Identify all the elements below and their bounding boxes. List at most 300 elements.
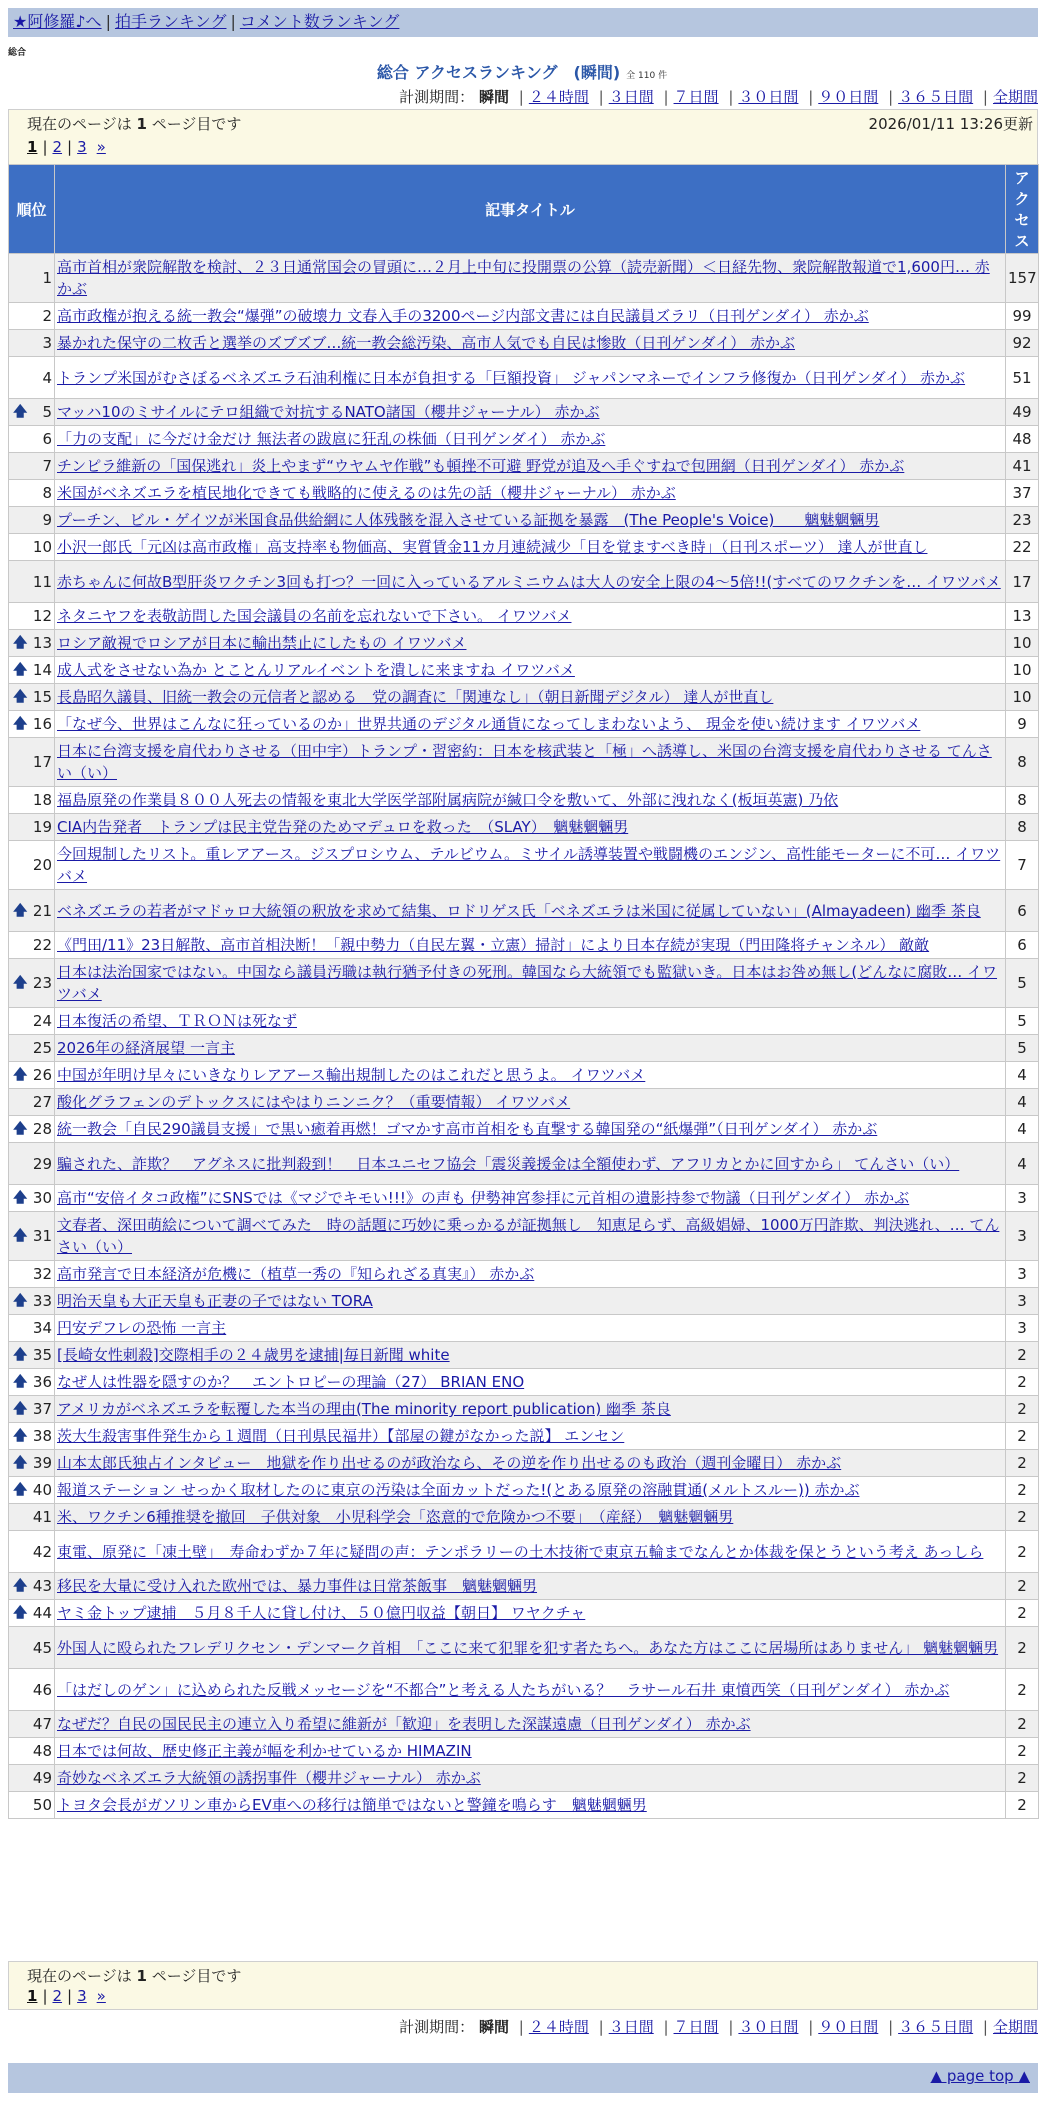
- title-cell: [55, 357, 1006, 399]
- table-row: [9, 453, 1039, 480]
- title-cell: [55, 1062, 1006, 1089]
- table-row: [9, 1531, 1039, 1573]
- access-count: 2: [1006, 1792, 1039, 1819]
- title-cell: [55, 630, 1006, 657]
- article-title-link[interactable]: 赤ちゃんに何故B型肝炎ワクチン3回も打つ？一回に入っているアルミニウムは大人の安全上限の4～5倍!!(すべてのワクチンを… イワツバメ: [57, 572, 1001, 591]
- access-count: 5: [1006, 1008, 1039, 1035]
- period-option-90d[interactable]: ９０日間: [818, 2018, 879, 2036]
- title-cell: [55, 453, 1006, 480]
- article-title-link[interactable]: 「はだしのゲン」に込められた反戦メッセージを“不都合”と考える人たちがいる？ ラサール石井 東憤西笑（日刊ゲンダイ） 赤かぶ: [57, 1680, 950, 1699]
- rank-cell: [9, 1792, 55, 1819]
- table-row: [9, 330, 1039, 357]
- article-title-link[interactable]: トヨタ会長がガソリン車からEV車への移行は簡単ではないと警鐘を鳴らす 魑魅魍魎男: [57, 1796, 647, 1814]
- article-title-link[interactable]: 外国人に殴られたフレデリクセン・デンマーク首相 「ここに来て犯罪を犯す者たちへ。あなた方はここに居場所はありません」 魑魅魍魎男: [57, 1638, 999, 1657]
- table-row: [9, 303, 1039, 330]
- article-title-link[interactable]: 日本は法治国家ではない。中国なら議員汚職は執行猶予付きの死刑。韓国なら大統領でも監獄いき。日本はお咎め無し(どんなに腐敗… イワツバメ: [57, 963, 998, 1003]
- rank-cell: [9, 1369, 55, 1396]
- rank-number: 1: [42, 269, 52, 287]
- table-row: [9, 357, 1039, 399]
- title-cell: [55, 959, 1006, 1008]
- pager-page-2[interactable]: 2: [52, 1987, 63, 2005]
- rank-cell: [9, 630, 55, 657]
- rank-cell: [9, 1504, 55, 1531]
- rank-cell: [9, 1143, 55, 1185]
- title-cell: [55, 1573, 1006, 1600]
- period-option-90d[interactable]: ９０日間: [818, 88, 879, 106]
- title-cell: [55, 1600, 1006, 1627]
- period-option-30d[interactable]: ３０日間: [738, 88, 799, 106]
- rank-number: 39: [32, 1454, 52, 1472]
- rank-cell: [9, 841, 55, 890]
- rank-cell: [9, 254, 55, 303]
- rank-cell: [9, 657, 55, 684]
- period-label: 計測期間：: [399, 88, 475, 106]
- table-row: [9, 1315, 1039, 1342]
- pager-next[interactable]: »: [96, 138, 106, 156]
- article-title-link[interactable]: 暴かれた保守の二枚舌と選挙のズブズブ…統一教会総汚染、高市人気でも自民は惨敗（日刊ゲンダイ） 赤かぶ: [57, 334, 795, 352]
- rank-cell: [9, 932, 55, 959]
- article-title-link[interactable]: 長島昭久議員、旧統一教会の元信者と認める 党の調査に「関連なし」（朝日新聞デジタル） 達人が世直し: [57, 688, 774, 706]
- rank-number: 43: [32, 1577, 52, 1595]
- rank-up-arrow-icon: 🡅: [13, 1228, 28, 1244]
- access-count: 3: [1006, 1185, 1039, 1212]
- title-cell: [55, 1738, 1006, 1765]
- access-count: 2: [1006, 1711, 1039, 1738]
- access-count: 3: [1006, 1261, 1039, 1288]
- article-title-link[interactable]: 成人式をさせない為か とことんリアルイベントを潰しに来ますね イワツバメ: [57, 661, 575, 679]
- article-title-link[interactable]: プーチン、ビル・ゲイツが米国食品供給網に人体残骸を混入させている証拠を暴露 (The People's Voice) 魑魅魍魎男: [57, 511, 880, 529]
- title-cell: [55, 1342, 1006, 1369]
- rank-number: 19: [32, 818, 52, 836]
- article-title-link[interactable]: マッハ10のミサイルにテロ組織で対抗するNATO諸国（櫻井ジャーナル） 赤かぶ: [57, 403, 600, 421]
- rank-cell: [9, 453, 55, 480]
- article-title-link[interactable]: 中国が年明け早々にいきなりレアアース輸出規制したのはこれだと思うよ。 イワツバメ: [57, 1066, 646, 1084]
- period-option-all[interactable]: 全期間: [992, 88, 1038, 106]
- nav-link-asyura[interactable]: ★阿修羅♪へ: [13, 12, 102, 31]
- article-title-link[interactable]: ロシア敵視でロシアが日本に輸出禁止にしたもの イワツバメ: [57, 634, 467, 652]
- access-count: 8: [1006, 787, 1039, 814]
- title-cell: [55, 1369, 1006, 1396]
- rank-up-arrow-icon: 🡅: [13, 689, 28, 705]
- access-count: 2: [1006, 1450, 1039, 1477]
- rank-number: 44: [32, 1604, 52, 1622]
- rank-number: 13: [32, 634, 52, 652]
- article-title-link[interactable]: 日本では何故、歴史修正主義が幅を利かせているか HIMAZIN: [57, 1742, 472, 1760]
- title-cell: [55, 841, 1006, 890]
- article-title-link[interactable]: 高市発言で日本経済が危機に（植草一秀の『知られざる真実』） 赤かぶ: [57, 1265, 535, 1283]
- rank-up-arrow-icon: 🡅: [13, 1067, 28, 1083]
- rank-cell: [9, 1185, 55, 1212]
- ranking-table: [8, 164, 1039, 1819]
- rank-cell: [9, 1396, 55, 1423]
- period-current: 瞬間: [478, 2018, 509, 2036]
- title-cell: [55, 480, 1006, 507]
- ranking-table-body: [9, 254, 1039, 1819]
- rank-number: 35: [32, 1346, 52, 1364]
- access-count: 8: [1006, 738, 1039, 787]
- rank-cell: [9, 711, 55, 738]
- pager-top: 1 | 2 | 3 »: [27, 138, 106, 156]
- article-title-link[interactable]: 報道ステーション せっかく取材したのに東京の汚染は全面カットだった!(とある原発の溶融貫通(メルトスルー)) 赤かぶ: [57, 1481, 860, 1499]
- pager-next[interactable]: »: [96, 1987, 106, 2005]
- rank-number: 26: [32, 1066, 52, 1084]
- article-title-link[interactable]: 日本復活の希望、ＴＲＯＮは死なず: [57, 1012, 298, 1030]
- pager-page-3[interactable]: 3: [77, 1987, 87, 2005]
- table-row: [9, 480, 1039, 507]
- title-cell: [55, 254, 1006, 303]
- rank-number: 11: [32, 572, 52, 591]
- title-cell: [55, 561, 1006, 603]
- period-option-3d[interactable]: ３日間: [608, 2018, 654, 2036]
- rank-up-arrow-icon: 🡅: [13, 1578, 28, 1594]
- article-title-link[interactable]: アメリカがベネズエラを転覆した本当の理由(The minority report publication) 幽季 茶良: [57, 1400, 671, 1418]
- table-row: [9, 1477, 1039, 1504]
- period-selector-top: 計測期間： 瞬間 | ２４時間 | ３日間 | ７日間 | ３０日間 | ９０日間 | ３６５日間 | 全期間: [399, 88, 1038, 106]
- rank-cell: [9, 1315, 55, 1342]
- access-count: 4: [1006, 1116, 1039, 1143]
- period-option-24h[interactable]: ２４時間: [528, 2018, 589, 2036]
- rank-number: 21: [32, 901, 52, 920]
- access-count: 6: [1006, 932, 1039, 959]
- rank-cell: [9, 890, 55, 932]
- article-title-link[interactable]: 移民を大量に受け入れた欧州では、暴力事件は日常茶飯事 魑魅魍魎男: [57, 1577, 538, 1595]
- article-title-link[interactable]: [長崎女性刺殺]交際相手の２４歳男を逮捕|毎日新聞 white: [57, 1346, 450, 1364]
- table-row: [9, 399, 1039, 426]
- access-count: 2: [1006, 1573, 1039, 1600]
- nav-separator: |: [230, 12, 236, 31]
- period-option-365d[interactable]: ３６５日間: [898, 88, 974, 106]
- rank-up-arrow-icon: 🡅: [13, 1455, 28, 1471]
- article-title-link[interactable]: CIA内告発者 トランプは民主党告発のためマデュロを救った （SLAY） 魑魅魍魎男: [57, 818, 629, 836]
- article-title-link[interactable]: 文春者、深田萌絵について調べてみた 時の話題に巧妙に乗っかるが証拠無し 知恵足らず、高級娼婦、1000万円詐欺、判決逃れ、… てんさい（い）: [57, 1216, 1000, 1256]
- article-title-link[interactable]: 円安デフレの恐怖 一言主: [57, 1319, 227, 1337]
- table-row: [9, 1711, 1039, 1738]
- table-row: [9, 561, 1039, 603]
- table-row: [9, 254, 1039, 303]
- page-title-text: 総合 アクセスランキング (瞬間): [376, 63, 621, 82]
- table-row: [9, 1627, 1039, 1669]
- table-row: [9, 1792, 1039, 1819]
- title-cell: [55, 1711, 1006, 1738]
- table-row: [9, 1573, 1039, 1600]
- rank-number: 28: [32, 1120, 52, 1138]
- rank-number: 2: [42, 307, 52, 325]
- article-title-link[interactable]: 今回規制したリスト。重レアアース。ジスプロシウム、テルビウム。ミサイル誘導装置や戦闘機のエンジン、高性能モーターに不可… イワツバメ: [57, 845, 1001, 885]
- column-header-access: アクセス: [1006, 165, 1039, 254]
- rank-number: 15: [32, 688, 52, 706]
- access-count: 7: [1006, 841, 1039, 890]
- rank-number: 37: [32, 1400, 52, 1418]
- rank-cell: [9, 787, 55, 814]
- article-title-link[interactable]: なぜだ？自民の国民民主の連立入り希望に維新が「歓迎」を表明した深謀遠慮（日刊ゲンダイ） 赤かぶ: [57, 1715, 751, 1733]
- access-count: 2: [1006, 1369, 1039, 1396]
- table-row: [9, 684, 1039, 711]
- article-title-link[interactable]: 統一教会「自民290議員支援」で黒い癒着再燃！ゴマかす高市首相をも直撃する韓国発の“紙爆弾”（日刊ゲンダイ） 赤かぶ: [57, 1120, 878, 1138]
- access-count: 13: [1006, 603, 1039, 630]
- title-cell: [55, 1765, 1006, 1792]
- rank-cell: [9, 1212, 55, 1261]
- access-count: 9: [1006, 711, 1039, 738]
- title-cell: [55, 1396, 1006, 1423]
- nav-link-applause-ranking[interactable]: 拍手ランキング: [114, 12, 227, 31]
- article-title-link[interactable]: トランプ米国がむさぼるベネズエラ石油利権に日本が負担する「巨額投資」 ジャパンマネーでインフラ修復か（日刊ゲンダイ） 赤かぶ: [57, 368, 966, 387]
- rank-cell: [9, 330, 55, 357]
- rank-number: 29: [32, 1154, 52, 1173]
- rank-number: 17: [32, 753, 52, 771]
- table-row: [9, 738, 1039, 787]
- title-cell: [55, 534, 1006, 561]
- title-cell: [55, 1185, 1006, 1212]
- period-option-24h[interactable]: ２４時間: [528, 88, 589, 106]
- category-label: 総合: [8, 48, 27, 58]
- nav-separator: |: [105, 12, 111, 31]
- rank-number: 7: [42, 457, 52, 475]
- pager-current: 1: [27, 138, 38, 156]
- access-count: 17: [1006, 561, 1039, 603]
- title-cell: [55, 1089, 1006, 1116]
- access-count: 3: [1006, 1288, 1039, 1315]
- access-count: 6: [1006, 890, 1039, 932]
- rank-up-arrow-icon: 🡅: [13, 716, 28, 732]
- article-title-link[interactable]: ネタニヤフを表敬訪問した国会議員の名前を忘れないで下さい。 イワツバメ: [57, 607, 572, 625]
- access-count: 2: [1006, 1765, 1039, 1792]
- title-cell: [55, 1035, 1006, 1062]
- article-title-link[interactable]: 山本太郎氏独占インタビュー 地獄を作り出せるのが政治なら、その逆を作り出せるのも政治（週刊金曜日） 赤かぶ: [57, 1454, 842, 1472]
- access-count: 51: [1006, 357, 1039, 399]
- period-current: 瞬間: [478, 88, 509, 106]
- article-title-link[interactable]: 日本に台湾支援を肩代わりさせる（田中宇）トランプ・習密約：日本を核武装と「極」へ誘導し、米国の台湾支援を肩代わりさせる てんさい（い）: [57, 742, 992, 782]
- table-row: [9, 1396, 1039, 1423]
- page-info: 現在のページは 1 ページ目です: [27, 1967, 242, 1985]
- table-row: [9, 711, 1039, 738]
- access-count: 2: [1006, 1531, 1039, 1573]
- access-count: 2: [1006, 1396, 1039, 1423]
- table-row: [9, 1212, 1039, 1261]
- table-row: [9, 534, 1039, 561]
- title-cell: [55, 1504, 1006, 1531]
- rank-cell: [9, 1342, 55, 1369]
- pager-page-2[interactable]: 2: [52, 138, 63, 156]
- rank-cell: [9, 1573, 55, 1600]
- article-title-link[interactable]: 《門田/11》23日解散、高市首相決断！「親中勢力（自民左翼・立憲）掃討」により日本存続が実現（門田隆将チャンネル） 敵敵: [57, 936, 930, 954]
- period-option-3d[interactable]: ３日間: [608, 88, 654, 106]
- rank-up-arrow-icon: 🡅: [13, 1121, 28, 1137]
- article-title-link[interactable]: 茨大生殺害事件発生から１週間（日刊県民福井）【部屋の鍵がなかった説】 エンセン: [57, 1427, 625, 1445]
- title-cell: [55, 426, 1006, 453]
- rank-number: 31: [32, 1227, 52, 1245]
- article-title-link[interactable]: 騙された、詐欺？ アグネスに批判殺到！ 日本ユニセフ協会「震災義援金は全額使わず、アフリカとかに回すから」 てんさい（い）: [57, 1154, 960, 1173]
- column-header-rank: 順位: [9, 165, 55, 254]
- updated-timestamp: 2026/01/11 13:26更新: [868, 115, 1033, 133]
- access-count: 4: [1006, 1062, 1039, 1089]
- period-option-7d[interactable]: ７日間: [673, 88, 719, 106]
- table-row: [9, 630, 1039, 657]
- title-cell: [55, 657, 1006, 684]
- rank-cell: [9, 1711, 55, 1738]
- access-count: 3: [1006, 1315, 1039, 1342]
- rank-up-arrow-icon: 🡅: [13, 975, 28, 991]
- title-cell: [55, 1288, 1006, 1315]
- rank-cell: [9, 1423, 55, 1450]
- page-info-panel-top: [8, 109, 1038, 165]
- rank-cell: [9, 357, 55, 399]
- article-title-link[interactable]: 高市“安倍イタコ政権”にSNSでは《マジでキモい!!!》の声も 伊勢神宮参拝に元首相の遺影持参で物議（日刊ゲンダイ） 赤かぶ: [57, 1189, 910, 1207]
- article-title-link[interactable]: 高市首相が衆院解散を検討、２３日通常国会の冒頭に…２月上中旬に投開票の公算（読売新聞）＜日経先物、衆院解散報道で1,600円… 赤かぶ: [57, 258, 990, 298]
- access-count: 5: [1006, 1035, 1039, 1062]
- rank-up-arrow-icon: 🡅: [13, 404, 28, 420]
- access-count: 2: [1006, 1738, 1039, 1765]
- table-row: [9, 1423, 1039, 1450]
- table-row: [9, 426, 1039, 453]
- table-row: [9, 1008, 1039, 1035]
- page-title: [0, 60, 1044, 83]
- table-row: [9, 603, 1039, 630]
- title-cell: [55, 1669, 1006, 1711]
- access-count: 3: [1006, 1212, 1039, 1261]
- title-cell: [55, 1792, 1006, 1819]
- period-option-365d[interactable]: ３６５日間: [898, 2018, 974, 2036]
- article-title-link[interactable]: なぜ人は性器を隠すのか？ エントロピーの理論（27） BRIAN ENO: [57, 1373, 525, 1391]
- nav-link-comment-ranking[interactable]: コメント数ランキング: [239, 12, 400, 31]
- table-row: [9, 814, 1039, 841]
- article-title-link[interactable]: 奇妙なベネズエラ大統領の誘拐事件（櫻井ジャーナル） 赤かぶ: [57, 1769, 481, 1787]
- access-count: 2: [1006, 1669, 1039, 1711]
- title-cell: [55, 1008, 1006, 1035]
- rank-cell: [9, 303, 55, 330]
- article-title-link[interactable]: 小沢一郎氏「元凶は高市政権」高支持率も物価高、実質賃金11カ月連続減少「目を覚ますべき時」（日刊スポーツ） 達人が世直し: [57, 538, 928, 556]
- title-cell: [55, 1261, 1006, 1288]
- article-title-link[interactable]: 明治天皇も大正天皇も正妻の子ではない TORA: [57, 1292, 373, 1310]
- title-cell: [55, 399, 1006, 426]
- article-title-link[interactable]: 酸化グラフェンのデトックスにはやはりニンニク？（重要情報） イワツバメ: [57, 1093, 571, 1111]
- title-cell: [55, 890, 1006, 932]
- table-row: [9, 1143, 1039, 1185]
- title-cell: [55, 1315, 1006, 1342]
- rank-number: 24: [32, 1012, 52, 1030]
- article-title-link[interactable]: ヤミ金トップ逮捕 ５月８千人に貸し付け、５０億円収益【朝日】 ワヤクチャ: [57, 1604, 586, 1622]
- table-row: [9, 1600, 1039, 1627]
- article-title-link[interactable]: ベネズエラの若者がマドゥロ大統領の釈放を求めて結集、ロドリゲス氏「ベネズエラは米国に従属していない」(Almayadeen) 幽季 茶良: [57, 901, 981, 920]
- table-row: [9, 1185, 1039, 1212]
- rank-number: 41: [32, 1508, 52, 1526]
- title-cell: [55, 787, 1006, 814]
- access-count: 2: [1006, 1627, 1039, 1669]
- access-count: 10: [1006, 684, 1039, 711]
- rank-cell: [9, 534, 55, 561]
- rank-cell: [9, 738, 55, 787]
- rank-number: 22: [32, 936, 52, 954]
- article-title-link[interactable]: 東電、原発に「凍土壁」 寿命わずか７年に疑問の声：テンポラリーの土木技術で東京五輪までなんとか体裁を保とうという考え あっしら: [57, 1542, 984, 1561]
- access-count: 2: [1006, 1342, 1039, 1369]
- rank-number: 38: [32, 1427, 52, 1445]
- title-cell: [55, 1627, 1006, 1669]
- page-top-link[interactable]: ▲ page top ▲: [930, 2067, 1030, 2085]
- article-title-link[interactable]: 「力の支配」に今だけ金だけ 無法者の跋扈に狂乱の株価（日刊ゲンダイ） 赤かぶ: [57, 430, 606, 448]
- table-row: [9, 1035, 1039, 1062]
- rank-cell: [9, 507, 55, 534]
- period-label: 計測期間：: [399, 2018, 475, 2036]
- rank-number: 25: [32, 1039, 52, 1057]
- access-count: 99: [1006, 303, 1039, 330]
- table-row: [9, 1116, 1039, 1143]
- rank-number: 30: [32, 1189, 52, 1207]
- rank-cell: [9, 603, 55, 630]
- title-cell: [55, 814, 1006, 841]
- table-row: [9, 890, 1039, 932]
- access-count: 37: [1006, 480, 1039, 507]
- access-count: 2: [1006, 1600, 1039, 1627]
- access-count: 157: [1006, 254, 1039, 303]
- table-row: [9, 1738, 1039, 1765]
- rank-cell: [9, 1600, 55, 1627]
- rank-cell: [9, 1669, 55, 1711]
- rank-cell: [9, 1627, 55, 1669]
- rank-up-arrow-icon: 🡅: [13, 635, 28, 651]
- table-row: [9, 841, 1039, 890]
- rank-up-arrow-icon: 🡅: [13, 902, 28, 919]
- rank-number: 27: [32, 1093, 52, 1111]
- rank-cell: [9, 1062, 55, 1089]
- page-info-panel-bottom: [8, 1961, 1038, 2010]
- access-count: 4: [1006, 1143, 1039, 1185]
- article-title-link[interactable]: 福島原発の作業員８００人死去の情報を東北大学医学部附属病院が緘口令を敷いて、外部に洩れなく(板垣英憲) 乃依: [57, 791, 839, 809]
- article-title-link[interactable]: 2026年の経済展望 一言主: [57, 1039, 235, 1057]
- title-cell: [55, 738, 1006, 787]
- rank-cell: [9, 1738, 55, 1765]
- title-cell: [55, 684, 1006, 711]
- rank-number: 46: [32, 1680, 52, 1699]
- rank-cell: [9, 480, 55, 507]
- table-row: [9, 657, 1039, 684]
- article-title-link[interactable]: 米国がベネズエラを植民地化できても戦略的に使えるのは先の話（櫻井ジャーナル） 赤かぶ: [57, 484, 676, 502]
- access-count: 92: [1006, 330, 1039, 357]
- rank-number: 45: [32, 1638, 52, 1657]
- rank-number: 3: [42, 334, 52, 352]
- title-cell: [55, 330, 1006, 357]
- article-title-link[interactable]: 高市政権が抱える統一教会“爆弾”の破壊力 文春入手の3200ページ内部文書には自民議員ズラリ（日刊ゲンダイ） 赤かぶ: [57, 307, 869, 325]
- rank-number: 49: [32, 1769, 52, 1787]
- rank-number: 23: [32, 974, 52, 992]
- access-count: 10: [1006, 630, 1039, 657]
- rank-number: 8: [42, 484, 52, 502]
- rank-cell: [9, 399, 55, 426]
- rank-up-arrow-icon: 🡅: [13, 1482, 28, 1498]
- rank-up-arrow-icon: 🡅: [13, 1347, 28, 1363]
- title-cell: [55, 303, 1006, 330]
- rank-number: 32: [32, 1265, 52, 1283]
- period-option-7d[interactable]: ７日間: [673, 2018, 719, 2036]
- title-cell: [55, 1212, 1006, 1261]
- rank-cell: [9, 1035, 55, 1062]
- article-title-link[interactable]: チンピラ維新の「国保逃れ」炎上やまず“ウヤムヤ作戦”も頓挫不可避 野党が追及へ手ぐすねで包囲網（日刊ゲンダイ） 赤かぶ: [57, 457, 905, 475]
- access-count: 4: [1006, 1089, 1039, 1116]
- rank-up-arrow-icon: 🡅: [13, 1374, 28, 1390]
- table-row: [9, 1261, 1039, 1288]
- article-title-link[interactable]: 米、ワクチン6種推奨を撤回 子供対象 小児科学会「恣意的で危険かつ不要」 （産経） 魑魅魍魎男: [57, 1508, 734, 1526]
- article-title-link[interactable]: 「なぜ今、世界はこんなに狂っているのか」世界共通のデジタル通貨になってしまわないよう、 現金を使い続けます イワツバメ: [57, 715, 921, 733]
- period-option-all[interactable]: 全期間: [992, 2018, 1038, 2036]
- period-option-30d[interactable]: ３０日間: [738, 2018, 799, 2036]
- rank-number: 10: [32, 538, 52, 556]
- access-count: 49: [1006, 399, 1039, 426]
- title-cell: [55, 1477, 1006, 1504]
- rank-number: 40: [32, 1481, 52, 1499]
- table-row: [9, 1062, 1039, 1089]
- rank-cell: [9, 1116, 55, 1143]
- pager-page-3[interactable]: 3: [77, 138, 87, 156]
- title-cell: [55, 1116, 1006, 1143]
- access-count: 23: [1006, 507, 1039, 534]
